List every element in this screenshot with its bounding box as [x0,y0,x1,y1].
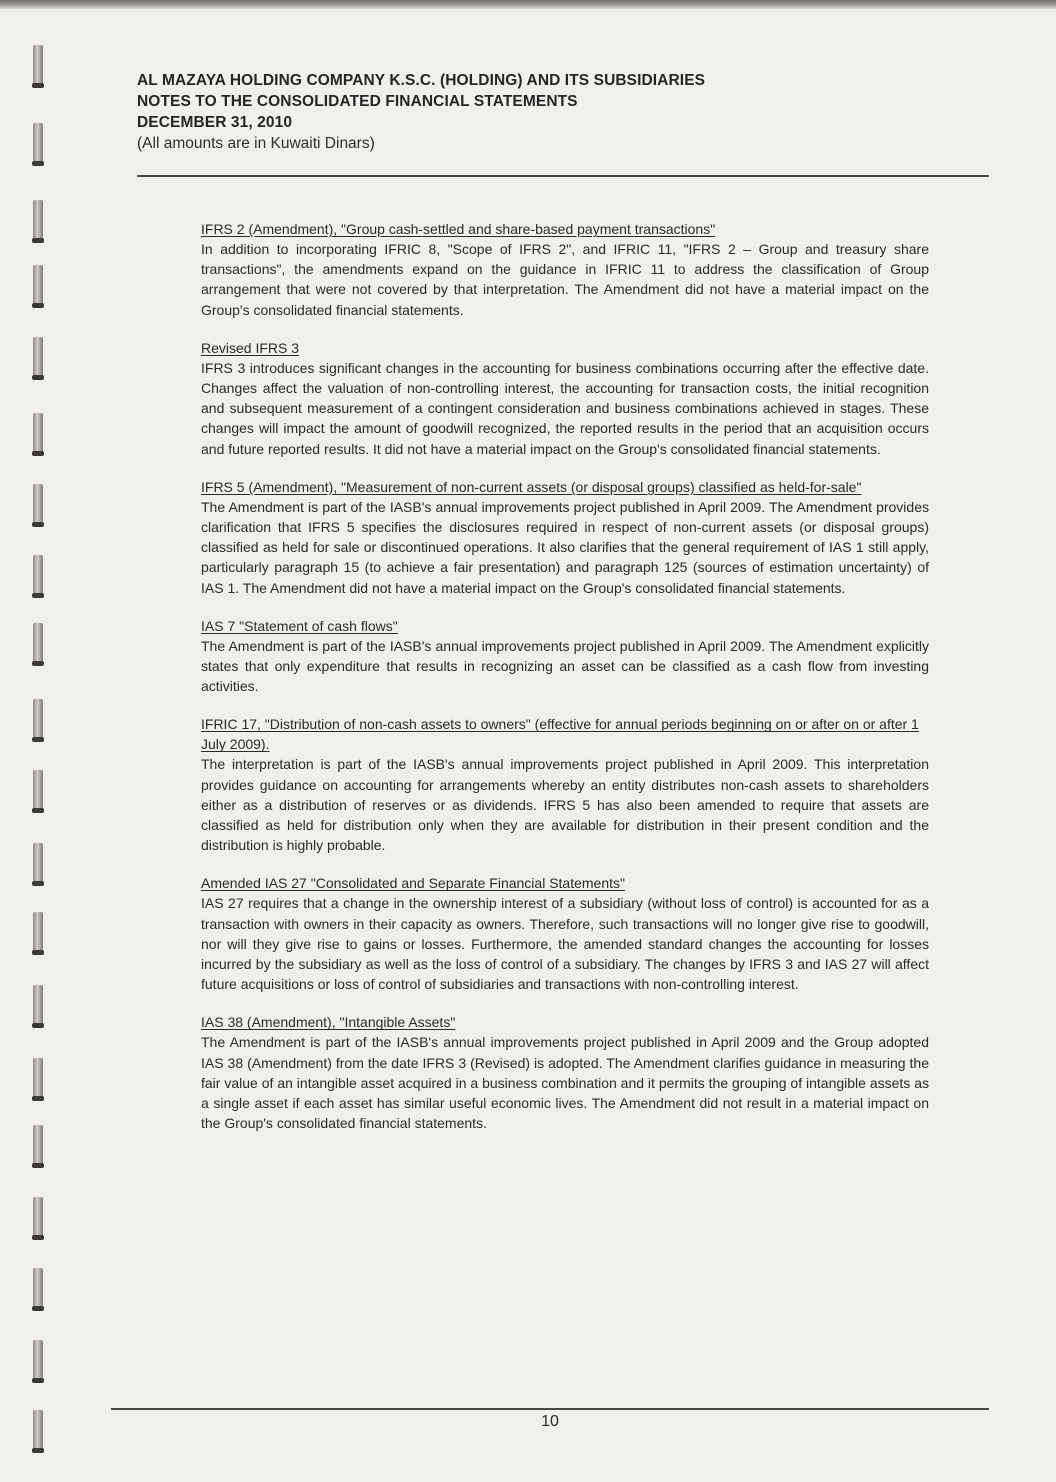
binder-hole [33,413,43,453]
binder-hole [33,623,43,663]
section-paragraph: In addition to incorporating IFRIC 8, "Scope of IFRS 2", and IFRIC 11, "IFRS 2 – Group and treasury share transactions", the amendments expand on the guidance in IFRIC 11 to address the classification of Group arrangement that were not covered by that interpretation. The Amendment did not have a material impact on the Group's consolidated financial statements. [201,241,929,318]
binder-hole [33,200,43,240]
binder-hole [33,1058,43,1098]
binder-holes [0,0,70,1482]
header-divider [137,175,989,177]
note-section-ias27 [201,873,929,994]
binder-hole [33,45,43,85]
section-heading: IAS 7 "Statement of cash flows" [201,617,398,634]
footer-divider [111,1408,989,1410]
section-paragraph: The Amendment is part of the IASB's annual improvements project published in April 2009. The Amendment provides clarification that IFRS 5 specifies the disclosures required in respect of non-current assets (or disposal groups) classified as held for sale or discontinued operations. It also clarifies that the general requirement of IAS 1 still apply, particularly paragraph 15 (to achieve a fair presentation) and paragraph 125 (sources of estimation uncertainty) of IAS 1. The Amendment did not have a material impact on the Group's consolidated financial statements. [201,498,929,596]
binder-hole [33,1197,43,1237]
section-heading: IAS 38 (Amendment), "Intangible Assets" [201,1014,456,1031]
binder-hole [33,1125,43,1165]
binder-hole [33,123,43,163]
section-paragraph: IAS 27 requires that a change in the ownership interest of a subsidiary (without loss of control) is accounted for as a transaction with owners in their capacity as owners. Therefore, such transactions will no longer give rise to goodwill, nor will they give rise to gains or losses. Furthermore, the amended standard changes the accounting for losses incurred by the subsidiary as well as the loss of control of a subsidiary. The changes by IFRS 3 and IAS 27 will affect future acquisitions or loss of control of subsidiaries and transactions with non-controlling interest. [201,895,929,993]
binder-hole [33,484,43,524]
binder-hole [33,912,43,952]
binder-hole [33,985,43,1025]
binder-hole [33,843,43,883]
company-name: AL MAZAYA HOLDING COMPANY K.S.C. (HOLDING) AND ITS SUBSIDIARIES [137,72,706,89]
statement-date: DECEMBER 31, 2010 [137,114,293,131]
section-heading: Amended IAS 27 "Consolidated and Separate Financial Statements" [201,875,625,892]
section-heading: IFRS 2 (Amendment), "Group cash-settled and share-based payment transactions" [201,221,716,237]
section-paragraph: The Amendment is part of the IASB's annual improvements project published in April 2009 and the Group adopted IAS 38 (Amendment) from the date IFRS 3 (Revised) is adopted. The Amendment clarifies guidance in measuring the fair value of an intangible asset acquired in a business combination and it permits the grouping of intangible assets as a single asset if each asset has similar useful economic lives. The Amendment did not result in a material impact on the Group's consolidated financial statements. [201,1034,929,1132]
note-section-ifrs3 [201,338,929,459]
binder-hole [33,1340,43,1380]
section-paragraph: The interpretation is part of the IASB's annual improvements project published in April 2009. This interpretation provides guidance on accounting for arrangements whereby an entity distributes non-cash assets to shareholders either as a distribution of reserves or as dividends. IFRS 5 has also been amended to require that assets are classified as held for distribution only when they are available for distribution in their present condition and the distribution is highly probable. [201,756,929,854]
scan-top-edge [0,0,1056,9]
binder-hole [33,699,43,739]
document-header [137,70,989,154]
binder-hole [33,770,43,810]
binder-hole [33,337,43,377]
note-section-ifrs5 [201,477,929,598]
binder-hole [33,265,43,305]
section-paragraph: The Amendment is part of the IASB's annual improvements project published in April 2009. The Amendment explicitly states that only expenditure that results in recognizing an asset can be classified as a cash flow from investing activities. [201,637,929,695]
section-heading: IFRIC 17, "Distribution of non-cash assets to owners" (effective for annual periods beginning on or after on or after 1 July 2009). [201,716,919,753]
document-title: NOTES TO THE CONSOLIDATED FINANCIAL STATEMENTS [137,93,578,110]
note-section-ias38 [201,1012,929,1133]
note-section-ias7 [201,616,929,697]
binder-hole [33,555,43,595]
note-section-ifrs2 [201,219,929,320]
currency-note: (All amounts are in Kuwaiti Dinars) [137,135,375,152]
note-section-ifric17 [201,714,929,855]
page-number: 10 [541,1413,559,1430]
section-heading: Revised IFRS 3 [201,339,300,356]
notes-body [201,219,929,1152]
section-paragraph: IFRS 3 introduces significant changes in the accounting for business combinations occurring after the effective date. Changes affect the valuation of non-controlling interest, the accounting for transaction costs, the initial recognition and subsequent measurement of a contingent consideration and business combinations achieved in stages. These changes will impact the amount of goodwill recognized, the reported results in the period that an acquisition occurs and future reported results. It did not have a material impact on the Group's consolidated financial statements. [201,359,929,457]
section-heading: IFRS 5 (Amendment), "Measurement of non-current assets (or disposal groups) classified as held-for-sale" [201,478,862,495]
binder-hole [33,1268,43,1308]
